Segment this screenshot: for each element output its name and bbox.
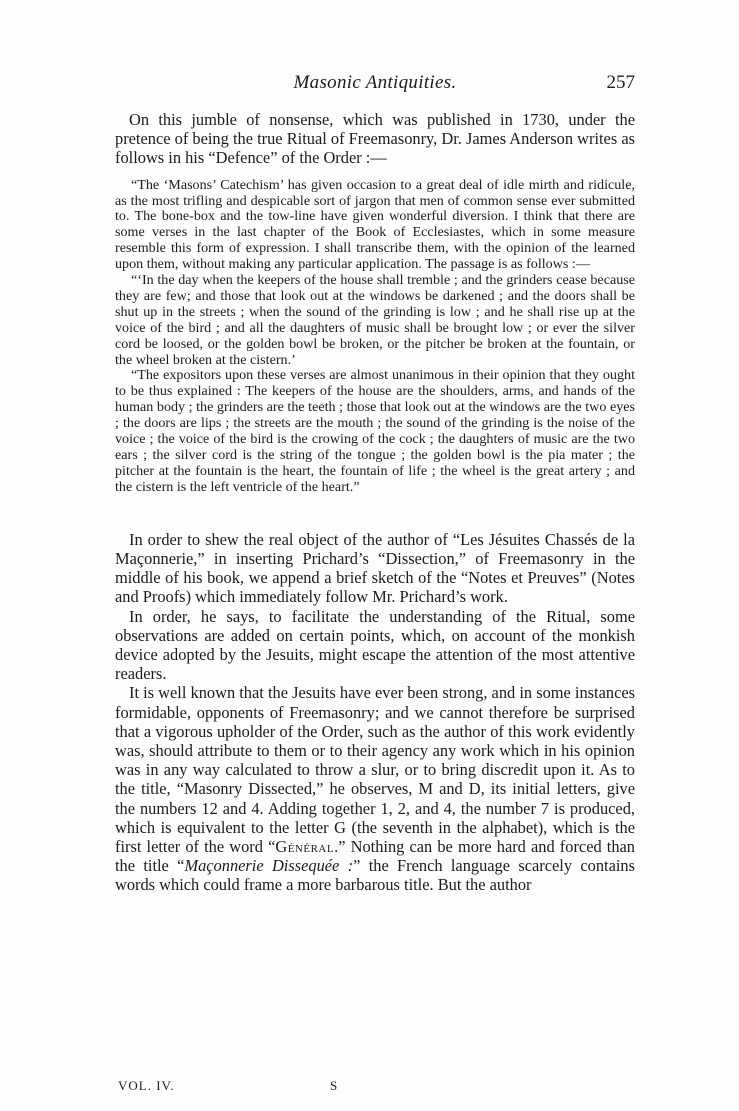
quoted-passage <box>115 178 635 496</box>
volume-label: VOL. IV. <box>118 1078 175 1093</box>
page-header <box>115 72 635 100</box>
paragraph-text: ” the French language scarcely contains words which could frame a more barbarous title. But the author <box>115 856 635 895</box>
body-paragraph-1: In order to shew the real object of the author of “Les Jésuites Chassés de la Maçonnerie,” in inserting Prichard’s “Dissection,” of Freemasonry in the middle of his book, we append a brief sketch of the “Notes et Preuves” (Notes and Proofs) which immediately follow Mr. Prichard’s work. <box>115 529 635 607</box>
page-body <box>115 110 635 895</box>
signature-mark: S <box>330 1078 338 1093</box>
body-paragraph-2: In order, he says, to facilitate the understanding of the Ritual, some observations are added on certain points, which, on account of the monkish device adopted by the Jesuits, might escape the attention of the most attentive readers. <box>115 606 635 684</box>
quote-paragraph-3: “The expositors upon these verses are almost unanimous in their opinion that they ought to be thus explained : The keepers of the house are the shoulders, arms, and hands of the human body ; the grinders are the teeth ; those that look out at the windows are the two eyes ; the doors are lips ; the streets are the mouth ; the sound of the grinding is the noise of the voice ; the voice of the bird is the crowing of the cock ; the daughters of music are the two ears ; the silver cord is the string of the tongue ; the golden bowl is the pia mater ; the pitcher at the fountain is the heart, the fountain of life ; the wheel is the great artery ; and the cistern is the left ventricle of the heart.” <box>115 367 635 495</box>
intro-paragraph: On this jumble of nonsense, which was published in 1730, under the pretence of being the true Ritual of Freemasonry, Dr. James Anderson writes as follows in his “Defence” of the Order :— <box>115 110 635 168</box>
quote-paragraph-2: “‘In the day when the keepers of the house shall tremble ; and the grinders cease because they are few; and those that look out at the windows be darkened ; and the doors shall be shut up in the streets ; when the sound of the grinding is low ; and he shall rise up at the voice of the bird ; and all the daughters of music shall be brought low ; or ever the silver cord be loosed, or the golden bowl be broken, or the pitcher be broken at the fountain, or the wheel broken at the cistern.’ <box>115 272 635 368</box>
paragraph-text: It is well known that the Jesuits have ever been strong, and in some instances formidable, opponents of Freemasonry; and we cannot therefore be surprised that a vigorous upholder of the Order, such as the author of this work evidently was, should attribute to them or to their agency any work which in his opinion was in any way calculated to throw a slur, or to bring discredit upon it. As to the title, “Masonry Dissected,” he observes, M and D, its initial letters, give the numbers 12 and 4. Adding together 1, 2, and 4, the number 7 is produced, which is equivalent to the letter G (the seventh in the alphabet), which is the first letter of the word “ <box>115 683 635 856</box>
running-head: Masonic Antiquities. <box>293 72 457 93</box>
quote-paragraph-1: “The ‘Masons’ Catechism’ has given occasion to a great deal of idle mirth and ridicule, as the most trifling and despicable sort of jargon that men of common sense ever submitted to. The bone-box and the tow-line have given wonderful diversion. I think that there are some verses in the last chapter of the Book of Ecclesiastes, which in some measure resemble this form of expression. I shall transcribe them, with the opinion of the learned upon them, without making any particular application. The passage is as follows :— <box>115 176 635 273</box>
body-paragraph-3 <box>115 683 635 894</box>
section-gap <box>115 496 635 530</box>
word-general: Général <box>275 836 335 856</box>
page-footer <box>118 1078 418 1096</box>
french-title: Maçonnerie Dissequée : <box>184 856 354 876</box>
paragraph-text: .” Nothing can be more hard and forced than the title “ <box>115 836 636 876</box>
page-number: 257 <box>606 72 635 93</box>
